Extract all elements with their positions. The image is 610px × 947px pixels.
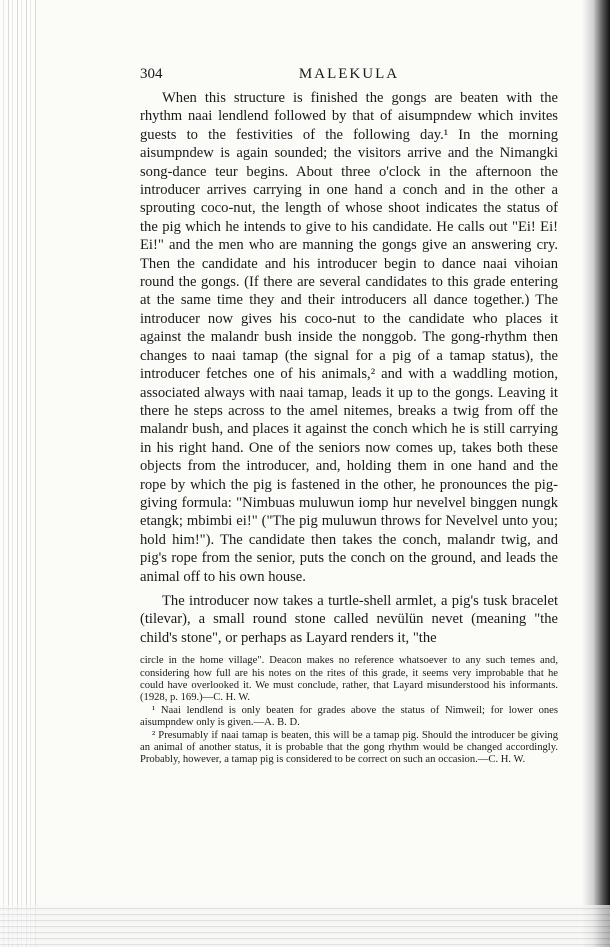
- page-edge-bottom: [0, 905, 610, 947]
- page-edge-left: [0, 0, 36, 947]
- running-head: MALEKULA: [298, 66, 400, 82]
- footnote-1: ¹ Naai lendlend is only beaten for grades above the status of Nimweil; for lower ones aisumpndew only is given.—A. B. D.: [140, 704, 558, 729]
- body-text: [140, 89, 558, 647]
- footnote-2: ² Presumably if naai tamap is beaten, this will be a tamap pig. Should the introducer be giving an animal of another status, it is probable that the gong rhythm would be changed accordingly. Probably, however, a tamap pig is considered to be correct on such an occasion.—C. H. W.: [140, 729, 558, 766]
- page-header: [140, 66, 558, 83]
- paragraph: The introducer now takes a turtle-shell armlet, a pig's tusk bracelet (tilevar), a small round stone called nevülün nevet (meaning "the child's stone", or perhaps as Layard renders it, "the: [140, 592, 558, 646]
- footnote-continuation: circle in the home village". Deacon makes no reference whatsoever to any such temes and, considering how full are his notes on the rites of this grade, it seems very improbable that he could have overlooked it. We must conclude, rather, that Layard misunderstood his informants. (1928, p. 169.)—C. H. W.: [140, 655, 558, 704]
- page-content: [140, 66, 558, 767]
- footnotes: [140, 655, 558, 767]
- paragraph: When this structure is finished the gongs are beaten with the rhythm naai lendlend followed by that of aisumpndew which invites guests to the festivities of the following day.¹ In the morning aisumpndew is again sounded; the visitors arrive and the Nimangki song-dance teur begins. About three o'clock in the afternoon the introducer arrives carrying in one hand a conch and in the other a sprouting coco-nut, the length of whose shoot indicates the status of the pig which he intends to give to his candidate. He calls out "Ei! Ei! Ei!" and the men who are manning the gongs give an answering cry. Then the candidate and his introducer begin to dance naai vihoian round the gongs. (If there are several candidates to this grade entering at the same time they and their introducers all dance together.) The introducer now gives his coco-nut to the candidate who places it against the malandr bush inside the nonggob. The gong-rhythm then changes to naai tamap (the signal for a pig of a tamap status), the introducer fetches one of his animals,² and with a waddling motion, associated always with naai tamap, leads it up to the gongs. Leaving it there he steps across to the amel nitemes, breaks a twig from off the malandr bush, and places it against the conch which he is still carrying in his right hand. One of the seniors now comes up, takes both these objects from the introducer, and, holding them in one hand and the rope by which the pig is fastened in the other, he pronounces the pig-giving formula: "Nimbuas muluwun iomp hur nevelvel binggen nungk etangk; mbimbi ei!" ("The pig muluwun throws for Nevelvel unto you; hold him!"). The candidate then takes the conch, malandr twig, and pig's rope from the senior, puts the conch on the ground, and leads the animal off to his own house.: [140, 90, 558, 585]
- page-edge-right: [582, 0, 610, 947]
- page-number: 304: [140, 66, 163, 82]
